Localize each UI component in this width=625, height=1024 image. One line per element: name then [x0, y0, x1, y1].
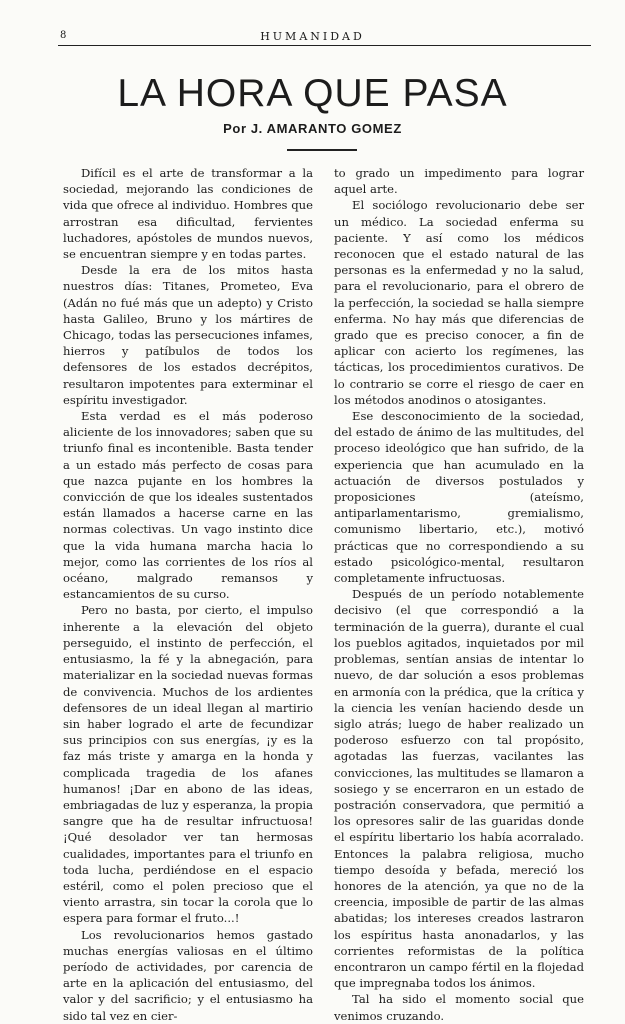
paragraph: Los revolucionarios hemos gastado muchas energías valiosas en el último período de actividades, por carencia de arte en la aplicación del entusiasmo, del valor y del sacrificio; y el entusiasmo ha sido tal vez en cier- [63, 927, 313, 1023]
paragraph: Esta verdad es el más poderoso aliciente de los innovadores; saben que su triunfo final es incontenible. Basta tender a un estado más perfecto de cosas para que nazca pujante en los hombres la convicción de que los ideales sustentados están llamados a hacerse carne en las normas colectivas. Un vago instinto dice que la vida humana marcha hacia lo mejor, como las corrientes de los ríos al océano, malgrado remansos y estancamientos de su curso. [63, 409, 313, 602]
paragraph: Tal ha sido el momento social que venimos cruzando. [334, 992, 584, 1023]
paragraph: El sociólogo revolucionario debe ser un médico. La sociedad enferma su paciente. Y así como los médicos reconocen que el estado natural de las personas es la enfermedad y no la salud, para el revolucionario, para el obrero de la perfección, la sociedad se halla siempre enferma. No hay más que diferencias de grado que es preciso conocer, a fin de aplicar con acierto los regímenes, las tácticas, los procedimientos curativos. De lo contrario se corre el riesgo de caer en los métodos anodinos o atosigantes. [334, 198, 584, 407]
article-title: LA HORA QUE PASA [117, 72, 508, 115]
right-column [334, 165, 584, 1024]
header-rule [58, 45, 591, 46]
page-number: 8 [60, 30, 67, 41]
paragraph: Después de un período notablemente decisivo (el que correspondió a la terminación de la guerra), durante el cual los pueblos agitados, inquietados por mil problemas, sentían ansias de intentar lo nuevo, de dar solución a esos problemas en armonía con la prédica, que la crítica y la ciencia les venían haciendo desde un siglo atrás; luego de haber realizado un poderoso esfuerzo con tal propósito, agotadas las fuerzas, vacilantes las convicciones, las multitudes se llamaron a sosiego y se encerraron en un estado de postración conservadora, que permitió a los opresores salir de las guaridas donde el espíritu libertario los había acorralado. Entonces la palabra religiosa, mucho tiempo desoída y befada, mereció los honores de la atención, ya que no de la creencia, imposible de partir de las almas abatidas; los intereses creados lastraron los espíritus hasta anonadarlos, y las corrientes reformistas de la política encontraron un campo fértil en la flojedad que impregnaba todos los ánimos. [334, 587, 584, 991]
running-head: HUMANIDAD [260, 30, 365, 43]
paragraph: Desde la era de los mitos hasta nuestros días: Titanes, Prometeo, Eva (Adán no fué más que un adepto) y Cristo hasta Galileo, Bruno y los mártires de Chicago, todas las persecuciones infames, hierros y patíbulos de todos los defensores de los estados decrépitos, resultaron impotentes para exterminar el espíritu investigador. [63, 263, 313, 407]
article-byline: Por J. AMARANTO GOMEZ [223, 121, 402, 136]
paragraph: Difícil es el arte de transformar a la sociedad, mejorando las condiciones de vida que ofrece al individuo. Hombres que arrostran esa dificultad, fervientes luchadores, apóstoles de mundos nuevos, se encuentran siempre y en todas partes. [63, 166, 313, 262]
paragraph: Pero no basta, por cierto, el impulso inherente a la elevación del objeto perseguido, el instinto de perfección, el entusiasmo, la fé y la abnegación, para materializar en la sociedad nuevas formas de convivencia. Muchos de los ardientes defensores de un ideal llegan al martirio sin haber logrado el arte de fecundizar sus principios con sus energías, ¡y es la faz más triste y amarga en la honda y complicada tragedia de los afanes humanos! ¡Dar en abono de las ideas, embriagadas de luz y esperanza, la propia sangre que ha de resultar infructuosa! ¡Qué desolador ver tan hermosas cualidades, importantes para el triunfo en toda lucha, perdiéndose en el espacio estéril, como el polen precioso que el viento arrastra, sin tocar la corola que lo espera para formar el fruto...! [63, 603, 313, 926]
paragraph: Ese desconocimiento de la sociedad, del estado de ánimo de las multitudes, del proceso ideológico que han sufrido, de la experiencia que han acumulado en la actuación de diversos postulados y proposiciones (ateísmo, antiparlamentarismo, gremialismo, comunismo libertario, etc.), motivó prácticas que no correspondiendo a su estado psicológico-mental, resultaron completamente infructuosas. [334, 409, 584, 586]
left-column [63, 165, 313, 1024]
title-rule [287, 149, 357, 151]
paragraph-continued: to grado un impedimento para lograr aquel arte. [334, 166, 584, 197]
